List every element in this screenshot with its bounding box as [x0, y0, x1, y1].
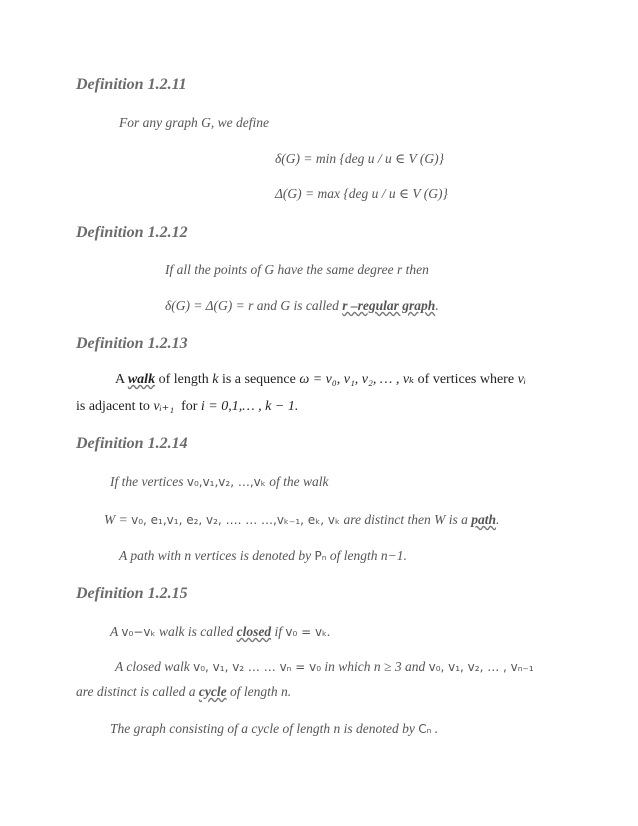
def15-text-f: in which n ≥ 3 and	[324, 659, 426, 674]
def15-term-cycle: cycle	[198, 684, 227, 699]
def15-text-c: if	[274, 624, 282, 639]
heading-def-1-2-12: Definition 1.2.12	[76, 224, 188, 241]
def13-term-walk: walk	[127, 372, 156, 387]
def15-term-closed: closed	[236, 624, 272, 639]
def14-line3	[119, 547, 407, 565]
def15-line1	[110, 623, 331, 641]
def14-text-g: of length n−1.	[329, 548, 407, 563]
def14-text-c: W =	[104, 512, 128, 527]
def13-line2	[76, 398, 298, 416]
def13-k: k	[212, 372, 219, 387]
def12-line1: If all the points of G have the same degree r then	[165, 262, 429, 277]
def15-eq: v₀ = vₖ	[285, 625, 328, 639]
def15-line4	[110, 720, 438, 738]
def13-vi1: vᵢ₊₁	[153, 399, 175, 414]
heading-def-1-2-13: Definition 1.2.13	[76, 335, 188, 352]
def14-text-d: are distinct then W is a	[343, 512, 468, 527]
def13-line1	[115, 371, 526, 389]
def15-cn: Cₙ	[418, 722, 432, 736]
def11-intro: For any graph G, we define	[119, 115, 269, 130]
def13-text-e: is adjacent to	[76, 399, 150, 414]
def15-text-g: are distinct is called a	[76, 684, 196, 699]
def14-line1	[110, 473, 329, 491]
def11-max-degree: Δ(G) = max {deg u / u ∈ V (G)}	[275, 186, 448, 201]
def15-text-e: A closed walk	[115, 659, 190, 674]
def12-line2-pre: δ(G) = Δ(G) = r and G is called	[165, 298, 339, 313]
def13-text-c: is a sequence	[221, 372, 296, 387]
def13-sequence: ω = v₀, v₁, v₂, … , vₖ	[299, 372, 415, 387]
def15-text-i: The graph consisting of a cycle of length n is denoted by	[110, 721, 415, 736]
def11-min-degree: δ(G) = min {deg u / u ∈ V (G)}	[275, 151, 445, 166]
def15-line2	[115, 658, 534, 676]
def14-text-b: of the walk	[269, 474, 329, 489]
def12-line2-post: .	[435, 298, 439, 313]
def13-text-d: of vertices where	[417, 372, 515, 387]
heading-def-1-2-15: Definition 1.2.15	[76, 585, 188, 602]
def13-text-f: for	[181, 399, 198, 414]
def13-vi: vᵢ	[517, 372, 526, 387]
def12-line2	[165, 297, 439, 315]
def15-text-j: .	[434, 721, 439, 736]
def15-text-b: walk is called	[158, 624, 234, 639]
def15-text-a: A	[110, 624, 119, 639]
def15-text-h: of length n.	[229, 684, 292, 699]
def15-line3	[76, 683, 291, 701]
def14-text-f: A path with n vertices is denoted by	[119, 548, 312, 563]
heading-def-1-2-11: Definition 1.2.11	[76, 76, 187, 93]
def14-vertex-seq: v₀,v₁,v₂, …,vₖ	[186, 475, 266, 489]
def14-text-a: If the vertices	[110, 474, 184, 489]
def15-walk: v₀−vₖ	[121, 625, 156, 639]
def13-text-b: of length	[158, 372, 209, 387]
def14-walk-seq: v₀, e₁,v₁, e₂, v₂, …. … …,vₖ₋₁, eₖ, vₖ	[131, 513, 341, 527]
def13-text-a: A	[115, 372, 125, 387]
def15-text-d: .	[327, 624, 331, 639]
def14-term-path: path	[471, 512, 497, 527]
def12-term-regular-graph: r –regular graph	[342, 298, 436, 313]
def13-range: i = 0,1,… , k − 1.	[200, 399, 299, 414]
def14-line2	[104, 511, 499, 529]
def15-closed-seq: v₀, v₁, v₂ … … vₙ = v₀	[193, 660, 322, 674]
def14-pn: Pₙ	[314, 549, 327, 563]
def14-text-e: .	[496, 512, 500, 527]
def15-distinct-seq: v₀, v₁, v₂, … , vₙ₋₁	[428, 660, 534, 674]
heading-def-1-2-14: Definition 1.2.14	[76, 435, 188, 452]
